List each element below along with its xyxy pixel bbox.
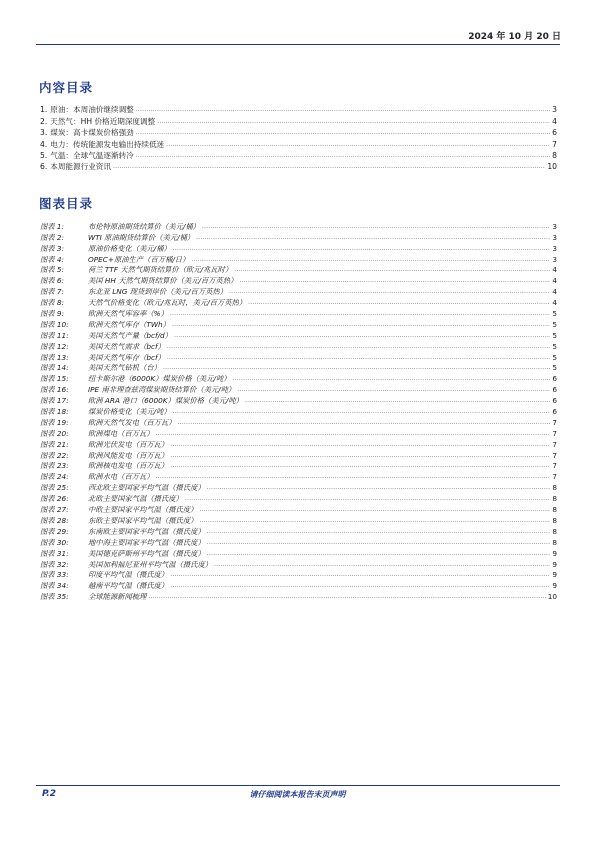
figure-entry-label: 欧洲核电发电（百万瓦） bbox=[88, 461, 169, 471]
figure-entry[interactable] bbox=[40, 547, 557, 558]
toc-entry-number: 6. bbox=[40, 162, 48, 172]
figure-entry[interactable] bbox=[40, 558, 557, 569]
figure-entry-number: 图表 12: bbox=[40, 341, 69, 351]
dot-leader bbox=[170, 439, 550, 449]
figure-entry-number: 图表 1: bbox=[40, 221, 65, 231]
figure-entry-number: 图表 27: bbox=[40, 505, 69, 515]
figure-entry-label: 欧洲风能发电（百万瓦） bbox=[88, 450, 169, 460]
toc-entry-label: 本周能源行业资讯 bbox=[50, 162, 111, 172]
dot-leader bbox=[167, 352, 550, 362]
figure-entry-label: 布伦特原油期货结算价（美元/桶） bbox=[88, 221, 200, 231]
figure-entry-page: 5 bbox=[552, 363, 557, 373]
toc-entry-page: 4 bbox=[552, 116, 557, 126]
figure-entry-page: 7 bbox=[552, 450, 557, 460]
figure-entry-number: 图表 8: bbox=[40, 298, 65, 308]
toc-entry-page: 6 bbox=[552, 128, 557, 138]
figure-entry-number: 图表 24: bbox=[40, 472, 69, 482]
figure-entry[interactable] bbox=[40, 427, 557, 438]
dot-leader bbox=[207, 482, 551, 492]
figure-entry[interactable] bbox=[40, 307, 557, 318]
figure-entry-page: 7 bbox=[552, 461, 557, 471]
dot-leader bbox=[248, 297, 550, 307]
figure-entry[interactable] bbox=[40, 536, 557, 547]
figure-entry-number: 图表 17: bbox=[40, 396, 69, 406]
figure-entry-label: 中欧主要国家平均气温（摄氏度） bbox=[88, 505, 198, 515]
figure-entry-label: IPE 南非理查兹湾煤炭期货结算价（美元/吨） bbox=[88, 385, 236, 395]
figure-entry-label: 东南欧主要国家平均气温（摄氏度） bbox=[88, 526, 205, 536]
figure-entry-page: 6 bbox=[552, 407, 557, 417]
figure-entry-label: 纽卡斯尔港（6000K）煤炭价格（美元/吨） bbox=[88, 374, 231, 384]
figure-entry[interactable] bbox=[40, 514, 557, 525]
dot-leader bbox=[237, 384, 550, 394]
dot-leader bbox=[207, 548, 551, 558]
figure-entry-page: 6 bbox=[552, 374, 557, 384]
figure-entry-page: 9 bbox=[552, 548, 557, 558]
figure-entry[interactable] bbox=[40, 492, 557, 503]
toc-entry[interactable] bbox=[40, 137, 557, 148]
toc-entry-page: 3 bbox=[552, 105, 557, 115]
toc-entry-page: 8 bbox=[552, 150, 557, 160]
figure-entry-number: 图表 11: bbox=[40, 330, 69, 340]
dot-leader bbox=[167, 341, 550, 351]
figure-entry-number: 图表 3: bbox=[40, 243, 65, 253]
dot-leader bbox=[157, 116, 550, 126]
toc-entry-label: 气温：全球气温逐渐转冷 bbox=[50, 150, 134, 160]
figure-entry-number: 图表 16: bbox=[40, 385, 69, 395]
dot-leader bbox=[229, 286, 550, 296]
toc-entry-number: 5. bbox=[40, 150, 48, 160]
dot-leader bbox=[172, 319, 550, 329]
footer-divider bbox=[36, 785, 560, 786]
figure-entry-label: 西北欧主要国家平均气温（摄氏度） bbox=[88, 483, 205, 493]
figure-entry[interactable] bbox=[40, 383, 557, 394]
toc-section-title: 内容目录 bbox=[39, 80, 94, 95]
figure-entry-label: WTI 原油期货结算价（美元/桶） bbox=[88, 232, 195, 242]
figure-entry[interactable] bbox=[40, 285, 557, 296]
toc-entry-page: 7 bbox=[552, 139, 557, 149]
figure-entry-label: 天然气价格变化（欧元/兆瓦时，美元/百万英热） bbox=[88, 298, 247, 308]
figure-entry-page: 5 bbox=[552, 352, 557, 362]
figure-entry-number: 图表 9: bbox=[40, 309, 65, 319]
figure-entry-label: 印度平均气温（摄氏度） bbox=[88, 570, 169, 580]
dot-leader bbox=[185, 493, 550, 503]
figure-entry-label: 美国天然气需求（bcf） bbox=[88, 341, 165, 351]
toc-entry-label: 原油：本周油价继续调整 bbox=[50, 105, 134, 115]
figure-entry-page: 5 bbox=[552, 319, 557, 329]
dot-leader bbox=[173, 243, 551, 253]
figure-entry-label: 越南平均气温（摄氏度） bbox=[88, 581, 169, 591]
figure-entry-label: 东欧主要国家平均气温（摄氏度） bbox=[88, 515, 198, 525]
figure-entry-page: 9 bbox=[552, 570, 557, 580]
figure-entry-page: 4 bbox=[552, 265, 557, 275]
figure-entry[interactable] bbox=[40, 296, 557, 307]
figure-entry-number: 图表 10: bbox=[40, 319, 69, 329]
figure-entry-page: 7 bbox=[552, 439, 557, 449]
toc-entry-label: 煤炭：高卡煤炭价格强劲 bbox=[50, 128, 134, 138]
dot-leader bbox=[207, 537, 551, 547]
figure-entry-page: 8 bbox=[552, 483, 557, 493]
dot-leader bbox=[170, 580, 550, 590]
figure-entry-number: 图表 5: bbox=[40, 265, 65, 275]
figure-entry-label: 荷兰 TTF 天然气期货结算价（欧元/兆瓦时） bbox=[88, 265, 233, 275]
figure-entry-label: 全球能源新闻梳理 bbox=[88, 592, 147, 602]
figure-entry-number: 图表 31: bbox=[40, 548, 69, 558]
figure-entry-page: 4 bbox=[552, 298, 557, 308]
figure-entry[interactable] bbox=[40, 503, 557, 514]
figure-entry[interactable] bbox=[40, 274, 557, 285]
toc-entry-label: 电力：传统能源发电输出持续低迷 bbox=[50, 139, 165, 149]
dot-leader bbox=[170, 460, 550, 470]
figure-entry-label: 美国加利福尼亚州平均气温（摄氏度） bbox=[88, 559, 213, 569]
figure-entry-label: 欧洲光伏发电（百万瓦） bbox=[88, 439, 169, 449]
figure-entry-label: 煤炭价格变化（美元/吨） bbox=[88, 407, 171, 417]
dot-leader bbox=[178, 417, 551, 427]
figure-entry-page: 6 bbox=[552, 385, 557, 395]
dot-leader bbox=[136, 127, 550, 137]
figure-entry-number: 图表 2: bbox=[40, 232, 65, 242]
figure-entry-label: 欧洲煤电（百万瓦） bbox=[88, 428, 154, 438]
figure-entry-page: 9 bbox=[552, 559, 557, 569]
dot-leader bbox=[136, 104, 550, 114]
figure-entry[interactable] bbox=[40, 340, 557, 351]
toc-list bbox=[40, 103, 557, 171]
figure-entry-label: OPEC+原油生产（百万桶/日） bbox=[88, 254, 190, 264]
figure-entry-label: 原油价格变化（美元/桶） bbox=[88, 243, 171, 253]
figure-entry-number: 图表 20: bbox=[40, 428, 69, 438]
dot-leader bbox=[170, 308, 550, 318]
dot-leader bbox=[113, 161, 545, 171]
figure-entry-number: 图表 29: bbox=[40, 526, 69, 536]
figure-entry-number: 图表 25: bbox=[40, 483, 69, 493]
figure-entry-page: 9 bbox=[552, 581, 557, 591]
footer-page-number: P.2 bbox=[42, 789, 56, 799]
figure-entry[interactable] bbox=[40, 438, 557, 449]
dot-leader bbox=[239, 275, 550, 285]
dot-leader bbox=[234, 264, 550, 274]
figure-entry-label: 美国 HH 天然气期货结算价（美元/百万英热） bbox=[88, 276, 238, 286]
toc-entry-label: 天然气：HH 价格近期深度调整 bbox=[50, 116, 156, 126]
figure-entry[interactable] bbox=[40, 329, 557, 340]
dot-leader bbox=[163, 362, 550, 372]
toc-entry[interactable] bbox=[40, 149, 557, 160]
figure-entry[interactable] bbox=[40, 460, 557, 471]
figure-entry[interactable] bbox=[40, 569, 557, 580]
figure-entry-number: 图表 32: bbox=[40, 559, 69, 569]
figure-entry-page: 5 bbox=[552, 309, 557, 319]
figure-entry-page: 5 bbox=[552, 330, 557, 340]
figure-entry-page: 3 bbox=[552, 232, 557, 242]
figure-entry-number: 图表 34: bbox=[40, 581, 69, 591]
dot-leader bbox=[156, 428, 551, 438]
figure-entry-page: 8 bbox=[552, 515, 557, 525]
figure-entry-page: 6 bbox=[552, 396, 557, 406]
figure-entry-number: 图表 6: bbox=[40, 276, 65, 286]
figure-entry-label: 北欧主要国家气温（摄氏度） bbox=[88, 494, 183, 504]
figure-entry[interactable] bbox=[40, 416, 557, 427]
figure-index-list bbox=[40, 220, 557, 601]
dot-leader bbox=[174, 330, 550, 340]
figure-entry[interactable] bbox=[40, 351, 557, 362]
report-date: 2024 年 10 月 20 日 bbox=[468, 32, 561, 42]
toc-entry-number: 4. bbox=[40, 139, 48, 149]
figure-entry-page: 8 bbox=[552, 505, 557, 515]
figure-entry-page: 8 bbox=[552, 537, 557, 547]
figure-entry[interactable] bbox=[40, 372, 557, 383]
figure-entry-label: 欧洲 ARA 港口（6000K）煤炭价格（美元/吨） bbox=[88, 396, 243, 406]
figure-entry-number: 图表 30: bbox=[40, 537, 69, 547]
dot-leader bbox=[136, 150, 550, 160]
dot-leader bbox=[170, 569, 550, 579]
dot-leader bbox=[170, 450, 550, 460]
toc-entry-page: 10 bbox=[547, 162, 557, 172]
dot-leader bbox=[214, 559, 550, 569]
figure-entry-label: 东北亚 LNG 现货到岸价（美元/百万英热） bbox=[88, 287, 228, 297]
figure-entry[interactable] bbox=[40, 264, 557, 275]
toc-entry[interactable] bbox=[40, 114, 557, 125]
figure-entry-number: 图表 28: bbox=[40, 515, 69, 525]
dot-leader bbox=[199, 515, 550, 525]
figure-entry-page: 5 bbox=[552, 341, 557, 351]
figure-entry-page: 7 bbox=[552, 428, 557, 438]
figure-entry-page: 7 bbox=[552, 472, 557, 482]
figure-entry-label: 欧洲水电（百万瓦） bbox=[88, 472, 154, 482]
figure-entry-number: 图表 18: bbox=[40, 407, 69, 417]
figure-entry-page: 10 bbox=[547, 592, 557, 602]
figure-index-title: 图表目录 bbox=[39, 196, 94, 211]
dot-leader bbox=[191, 254, 550, 264]
toc-entry[interactable] bbox=[40, 126, 557, 137]
figure-entry-page: 4 bbox=[552, 287, 557, 297]
figure-entry[interactable] bbox=[40, 394, 557, 405]
figure-entry-label: 美国天然气产量（bcf/d） bbox=[88, 330, 172, 340]
figure-entry-number: 图表 15: bbox=[40, 374, 69, 384]
figure-entry[interactable] bbox=[40, 242, 557, 253]
figure-entry[interactable] bbox=[40, 253, 557, 264]
dot-leader bbox=[173, 406, 551, 416]
dot-leader bbox=[166, 139, 550, 149]
figure-entry-label: 欧洲天然气库存（TWh） bbox=[88, 319, 170, 329]
figure-entry-page: 8 bbox=[552, 494, 557, 504]
figure-entry[interactable] bbox=[40, 590, 557, 601]
dot-leader bbox=[156, 471, 551, 481]
figure-entry-page: 7 bbox=[552, 417, 557, 427]
header-divider bbox=[36, 44, 560, 45]
figure-entry-number: 图表 23: bbox=[40, 461, 69, 471]
figure-entry[interactable] bbox=[40, 231, 557, 242]
figure-entry-number: 图表 33: bbox=[40, 570, 69, 580]
figure-entry-label: 美国德克萨斯州平均气温（摄氏度） bbox=[88, 548, 205, 558]
figure-entry-page: 3 bbox=[552, 243, 557, 253]
figure-entry-number: 图表 14: bbox=[40, 363, 69, 373]
figure-entry-number: 图表 19: bbox=[40, 417, 69, 427]
figure-entry[interactable] bbox=[40, 470, 557, 481]
figure-entry-label: 地中海主要国家平均气温（摄氏度） bbox=[88, 537, 205, 547]
footer-disclaimer: 请仔细阅读本报告末页声明 bbox=[249, 790, 346, 799]
dot-leader bbox=[199, 504, 550, 514]
dot-leader bbox=[196, 232, 550, 242]
figure-entry[interactable] bbox=[40, 481, 557, 492]
dot-leader bbox=[245, 395, 550, 405]
toc-entry-number: 1. bbox=[40, 105, 48, 115]
dot-leader bbox=[233, 373, 551, 383]
figure-entry-page: 4 bbox=[552, 276, 557, 286]
figure-entry-page: 3 bbox=[552, 221, 557, 231]
figure-entry[interactable] bbox=[40, 449, 557, 460]
figure-entry-number: 图表 7: bbox=[40, 287, 65, 297]
figure-entry[interactable] bbox=[40, 579, 557, 590]
dot-leader bbox=[148, 591, 545, 601]
toc-entry-number: 3. bbox=[40, 128, 48, 138]
figure-entry-label: 美国天然气库存（bcf） bbox=[88, 352, 165, 362]
toc-entry[interactable] bbox=[40, 103, 557, 114]
figure-entry-number: 图表 4: bbox=[40, 254, 65, 264]
figure-entry[interactable] bbox=[40, 525, 557, 536]
toc-entry[interactable] bbox=[40, 160, 557, 171]
figure-entry-number: 图表 21: bbox=[40, 439, 69, 449]
figure-entry-label: 欧洲天然气发电（百万瓦） bbox=[88, 417, 176, 427]
figure-entry-label: 欧洲天然气库容率（%） bbox=[88, 309, 168, 319]
toc-entry-number: 2. bbox=[40, 116, 48, 126]
figure-entry-page: 8 bbox=[552, 526, 557, 536]
figure-entry-number: 图表 13: bbox=[40, 352, 69, 362]
figure-entry-page: 3 bbox=[552, 254, 557, 264]
figure-entry-number: 图表 35: bbox=[40, 592, 69, 602]
figure-entry[interactable] bbox=[40, 318, 557, 329]
figure-entry[interactable] bbox=[40, 405, 557, 416]
dot-leader bbox=[207, 526, 551, 536]
figure-entry-number: 图表 26: bbox=[40, 494, 69, 504]
figure-entry[interactable] bbox=[40, 362, 557, 373]
figure-entry-label: 美国天然气钻机（台） bbox=[88, 363, 161, 373]
dot-leader bbox=[202, 221, 550, 231]
figure-entry-number: 图表 22: bbox=[40, 450, 69, 460]
figure-entry[interactable] bbox=[40, 220, 557, 231]
